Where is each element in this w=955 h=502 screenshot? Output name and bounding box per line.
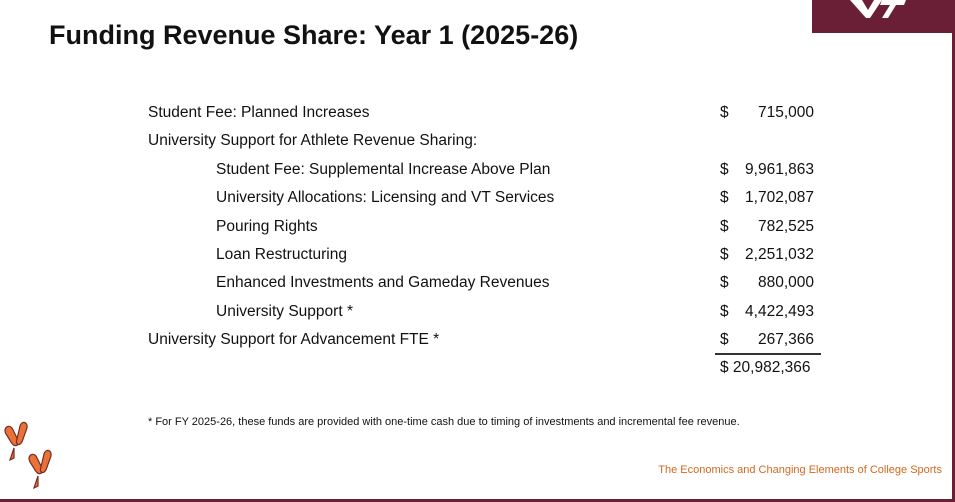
row-amount: 782,525	[757, 218, 814, 235]
vt-logo-banner	[812, 0, 955, 33]
footer-text: The Economics and Changing Elements of College Sports	[658, 464, 942, 476]
row-label: Enhanced Investments and Gameday Revenues	[216, 274, 550, 291]
total-underline	[715, 353, 821, 355]
row-currency: $	[720, 331, 729, 348]
revenue-row	[0, 157, 955, 183]
row-label: Pouring Rights	[216, 218, 318, 235]
revenue-row	[0, 242, 955, 268]
revenue-row	[0, 185, 955, 211]
revenue-row	[0, 214, 955, 240]
row-currency: $	[720, 218, 729, 235]
row-label: Loan Restructuring	[216, 246, 347, 263]
row-amount: 1,702,087	[745, 189, 814, 206]
row-amount: 4,422,493	[745, 303, 814, 320]
row-amount: 715,000	[757, 104, 814, 121]
row-currency: $	[720, 104, 729, 121]
revenue-row	[0, 299, 955, 325]
page-title: Funding Revenue Share: Year 1 (2025-26)	[49, 20, 579, 50]
row-currency: $	[720, 189, 729, 206]
vt-logo-icon	[812, 0, 955, 33]
revenue-row	[0, 270, 955, 296]
row-label: University Support for Advancement FTE *	[148, 331, 440, 348]
row-label: University Support for Athlete Revenue Sharing:	[148, 132, 478, 149]
row-currency: $	[720, 246, 729, 263]
footnote: * For FY 2025-26, these funds are provided with one-time cash due to timing of investments and incremental fee revenue.	[148, 416, 740, 428]
row-amount: 2,251,032	[745, 246, 814, 263]
row-label: Student Fee: Supplemental Increase Above Plan	[216, 161, 551, 178]
row-currency: $	[720, 303, 729, 320]
row-label: University Support *	[216, 303, 353, 320]
revenue-section-heading	[0, 128, 955, 154]
hoofprint-icon	[0, 420, 70, 498]
row-amount: 880,000	[757, 274, 814, 291]
row-amount: 267,366	[757, 331, 814, 348]
row-currency: $	[720, 274, 729, 291]
total-amount: $ 20,982,366	[720, 359, 811, 376]
row-currency: $	[720, 161, 729, 178]
row-label: Student Fee: Planned Increases	[148, 104, 370, 121]
revenue-row	[0, 327, 955, 353]
revenue-row	[0, 100, 955, 126]
row-label: University Allocations: Licensing and VT Services	[216, 189, 555, 206]
row-amount: 9,961,863	[745, 161, 814, 178]
